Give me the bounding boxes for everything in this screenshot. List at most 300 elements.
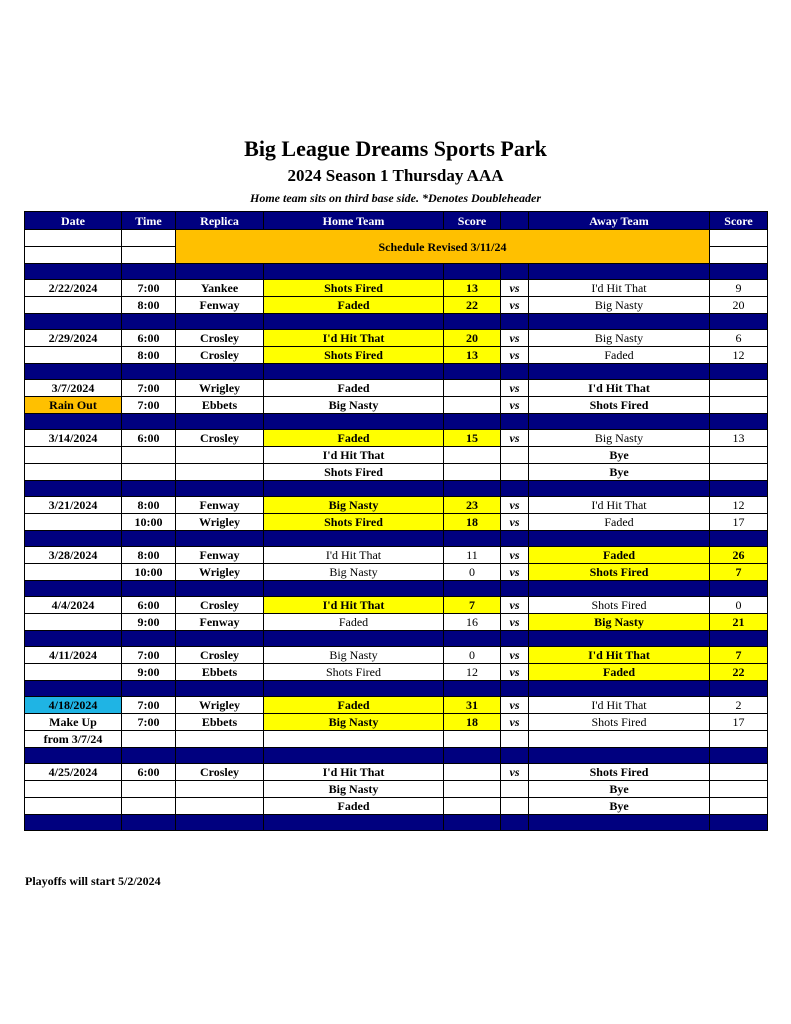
away-team-cell: I'd Hit That xyxy=(529,647,710,664)
home-team-cell: Big Nasty xyxy=(264,497,444,514)
separator-cell xyxy=(444,314,501,330)
replica-cell: Wrigley xyxy=(176,514,264,531)
time-cell: 7:00 xyxy=(122,714,176,731)
banner-spacer-score xyxy=(710,247,768,264)
separator-cell xyxy=(529,414,710,430)
game-row xyxy=(25,597,768,614)
home-team-cell: I'd Hit That xyxy=(264,447,444,464)
away-team-cell: I'd Hit That xyxy=(529,280,710,297)
vs-cell: vs xyxy=(501,280,529,297)
game-row xyxy=(25,731,768,748)
separator-cell xyxy=(25,631,122,647)
separator-cell xyxy=(176,748,264,764)
banner-row xyxy=(25,230,768,247)
away-team-cell: I'd Hit That xyxy=(529,380,710,397)
game-row xyxy=(25,347,768,364)
separator-row xyxy=(25,414,768,430)
home-team-cell: I'd Hit That xyxy=(264,764,444,781)
separator-cell xyxy=(501,364,529,380)
game-row xyxy=(25,464,768,481)
home-team-cell: Big Nasty xyxy=(264,647,444,664)
banner-spacer-score xyxy=(710,230,768,247)
time-cell: 6:00 xyxy=(122,597,176,614)
col-replica: Replica xyxy=(176,212,264,230)
away-score-cell: 22 xyxy=(710,664,768,681)
replica-cell xyxy=(176,464,264,481)
replica-cell: Wrigley xyxy=(176,380,264,397)
vs-cell: vs xyxy=(501,664,529,681)
replica-cell xyxy=(176,781,264,798)
vs-cell: vs xyxy=(501,547,529,564)
date-cell xyxy=(25,514,122,531)
game-row xyxy=(25,330,768,347)
game-row xyxy=(25,798,768,815)
home-score-cell: 31 xyxy=(444,697,501,714)
home-score-cell: 22 xyxy=(444,297,501,314)
replica-cell: Fenway xyxy=(176,497,264,514)
separator-cell xyxy=(710,364,768,380)
home-score-cell: 18 xyxy=(444,714,501,731)
replica-cell xyxy=(176,798,264,815)
vs-cell: vs xyxy=(501,597,529,614)
game-row xyxy=(25,714,768,731)
page-note: Home team sits on third base side. *Denotes Doubleheader xyxy=(250,191,541,205)
separator-cell xyxy=(264,681,444,697)
home-team-cell: Faded xyxy=(264,614,444,631)
game-row xyxy=(25,297,768,314)
home-score-cell: 0 xyxy=(444,647,501,664)
home-team-cell: Shots Fired xyxy=(264,347,444,364)
separator-row xyxy=(25,581,768,597)
time-cell xyxy=(122,447,176,464)
date-cell: 3/21/2024 xyxy=(25,497,122,514)
separator-cell xyxy=(501,748,529,764)
separator-cell xyxy=(444,581,501,597)
home-team-cell: Faded xyxy=(264,430,444,447)
home-team-cell: Shots Fired xyxy=(264,464,444,481)
home-team-cell: Big Nasty xyxy=(264,714,444,731)
away-team-cell: Big Nasty xyxy=(529,297,710,314)
home-team-cell: Shots Fired xyxy=(264,514,444,531)
separator-cell xyxy=(264,481,444,497)
home-team-cell: Big Nasty xyxy=(264,564,444,581)
replica-cell: Crosley xyxy=(176,430,264,447)
separator-cell xyxy=(710,414,768,430)
home-score-cell: 15 xyxy=(444,430,501,447)
replica-cell: Ebbets xyxy=(176,397,264,414)
home-score-cell xyxy=(444,781,501,798)
away-team-cell: Shots Fired xyxy=(529,714,710,731)
date-cell xyxy=(25,798,122,815)
separator-cell xyxy=(444,264,501,280)
time-cell: 7:00 xyxy=(122,380,176,397)
separator-cell xyxy=(176,481,264,497)
game-row xyxy=(25,614,768,631)
separator-cell xyxy=(176,264,264,280)
vs-cell: vs xyxy=(501,514,529,531)
date-cell xyxy=(25,347,122,364)
home-score-cell: 0 xyxy=(444,564,501,581)
vs-cell: vs xyxy=(501,297,529,314)
away-team-cell: Big Nasty xyxy=(529,330,710,347)
away-score-cell xyxy=(710,447,768,464)
separator-cell xyxy=(25,264,122,280)
date-cell: from 3/7/24 xyxy=(25,731,122,748)
time-cell xyxy=(122,731,176,748)
separator-cell xyxy=(444,481,501,497)
separator-cell xyxy=(529,481,710,497)
home-team-cell: Big Nasty xyxy=(264,781,444,798)
separator-cell xyxy=(25,681,122,697)
separator-cell xyxy=(176,531,264,547)
separator-cell xyxy=(501,581,529,597)
separator-cell xyxy=(176,815,264,831)
away-score-cell: 17 xyxy=(710,714,768,731)
time-cell: 8:00 xyxy=(122,347,176,364)
separator-row xyxy=(25,748,768,764)
game-row xyxy=(25,781,768,798)
separator-cell xyxy=(710,264,768,280)
separator-cell xyxy=(710,815,768,831)
home-team-cell: Faded xyxy=(264,297,444,314)
date-cell xyxy=(25,781,122,798)
home-team-cell: Faded xyxy=(264,798,444,815)
separator-cell xyxy=(122,414,176,430)
separator-cell xyxy=(710,631,768,647)
separator-cell xyxy=(529,581,710,597)
time-cell: 6:00 xyxy=(122,330,176,347)
home-score-cell: 12 xyxy=(444,664,501,681)
banner-spacer-date xyxy=(25,230,122,247)
away-score-cell: 9 xyxy=(710,280,768,297)
vs-cell: vs xyxy=(501,347,529,364)
away-score-cell: 7 xyxy=(710,564,768,581)
separator-cell xyxy=(710,314,768,330)
separator-cell xyxy=(501,631,529,647)
away-team-cell: Shots Fired xyxy=(529,397,710,414)
date-cell: 4/18/2024 xyxy=(25,697,122,714)
game-row xyxy=(25,430,768,447)
home-score-cell: 13 xyxy=(444,280,501,297)
separator-row xyxy=(25,531,768,547)
replica-cell: Yankee xyxy=(176,280,264,297)
home-team-cell: Shots Fired xyxy=(264,280,444,297)
replica-cell xyxy=(176,731,264,748)
separator-cell xyxy=(444,414,501,430)
separator-cell xyxy=(444,681,501,697)
date-cell xyxy=(25,664,122,681)
separator-cell xyxy=(122,264,176,280)
col-home-team: Home Team xyxy=(264,212,444,230)
vs-cell xyxy=(501,781,529,798)
vs-cell: vs xyxy=(501,564,529,581)
separator-cell xyxy=(264,264,444,280)
separator-cell xyxy=(444,631,501,647)
vs-cell: vs xyxy=(501,380,529,397)
date-cell: Make Up xyxy=(25,714,122,731)
separator-cell xyxy=(264,364,444,380)
replica-cell: Crosley xyxy=(176,764,264,781)
separator-cell xyxy=(444,531,501,547)
separator-cell xyxy=(176,631,264,647)
away-team-cell: Bye xyxy=(529,447,710,464)
date-cell: 2/29/2024 xyxy=(25,330,122,347)
game-row xyxy=(25,547,768,564)
away-team-cell: Bye xyxy=(529,781,710,798)
separator-cell xyxy=(122,481,176,497)
replica-cell: Fenway xyxy=(176,297,264,314)
game-row xyxy=(25,564,768,581)
vs-cell: vs xyxy=(501,397,529,414)
separator-cell xyxy=(122,364,176,380)
separator-cell xyxy=(444,815,501,831)
separator-cell xyxy=(264,531,444,547)
home-score-cell: 13 xyxy=(444,347,501,364)
vs-cell: vs xyxy=(501,614,529,631)
separator-row xyxy=(25,631,768,647)
home-team-cell: I'd Hit That xyxy=(264,547,444,564)
date-cell: 3/28/2024 xyxy=(25,547,122,564)
away-team-cell: Faded xyxy=(529,347,710,364)
home-team-cell: I'd Hit That xyxy=(264,597,444,614)
game-row xyxy=(25,664,768,681)
home-team-cell: Faded xyxy=(264,697,444,714)
date-cell: 3/7/2024 xyxy=(25,380,122,397)
time-cell: 7:00 xyxy=(122,647,176,664)
separator-cell xyxy=(710,681,768,697)
game-row xyxy=(25,380,768,397)
away-team-cell: Big Nasty xyxy=(529,430,710,447)
separator-cell xyxy=(122,748,176,764)
home-team-cell: Faded xyxy=(264,380,444,397)
separator-cell xyxy=(710,481,768,497)
separator-cell xyxy=(501,264,529,280)
time-cell: 9:00 xyxy=(122,664,176,681)
page-title: Big League Dreams Sports Park xyxy=(244,136,547,161)
home-score-cell xyxy=(444,464,501,481)
time-cell xyxy=(122,464,176,481)
separator-cell xyxy=(122,531,176,547)
away-team-cell: Shots Fired xyxy=(529,597,710,614)
date-cell: 4/11/2024 xyxy=(25,647,122,664)
away-team-cell: Shots Fired xyxy=(529,764,710,781)
vs-cell: vs xyxy=(501,714,529,731)
vs-cell xyxy=(501,731,529,748)
game-row xyxy=(25,497,768,514)
separator-cell xyxy=(529,681,710,697)
vs-cell: vs xyxy=(501,497,529,514)
banner-spacer-date xyxy=(25,247,122,264)
separator-cell xyxy=(710,531,768,547)
date-cell: 4/4/2024 xyxy=(25,597,122,614)
time-cell: 8:00 xyxy=(122,497,176,514)
replica-cell: Ebbets xyxy=(176,714,264,731)
separator-cell xyxy=(529,314,710,330)
away-team-cell: Big Nasty xyxy=(529,614,710,631)
separator-row xyxy=(25,364,768,380)
away-team-cell: I'd Hit That xyxy=(529,697,710,714)
separator-cell xyxy=(176,414,264,430)
away-score-cell: 0 xyxy=(710,597,768,614)
schedule-revised-banner: Schedule Revised 3/11/24 xyxy=(176,230,710,264)
separator-cell xyxy=(25,481,122,497)
vs-cell: vs xyxy=(501,697,529,714)
away-score-cell: 7 xyxy=(710,647,768,664)
home-team-cell: Shots Fired xyxy=(264,664,444,681)
separator-cell xyxy=(501,681,529,697)
away-team-cell xyxy=(529,731,710,748)
away-team-cell: Faded xyxy=(529,664,710,681)
game-row xyxy=(25,397,768,414)
date-cell xyxy=(25,564,122,581)
replica-cell: Crosley xyxy=(176,347,264,364)
separator-cell xyxy=(122,815,176,831)
separator-cell xyxy=(176,314,264,330)
away-score-cell xyxy=(710,764,768,781)
replica-cell: Crosley xyxy=(176,597,264,614)
separator-cell xyxy=(444,364,501,380)
replica-cell: Fenway xyxy=(176,614,264,631)
separator-cell xyxy=(264,581,444,597)
home-score-cell: 20 xyxy=(444,330,501,347)
game-row xyxy=(25,697,768,714)
vs-cell xyxy=(501,464,529,481)
away-score-cell: 13 xyxy=(710,430,768,447)
home-team-cell: Big Nasty xyxy=(264,397,444,414)
time-cell: 8:00 xyxy=(122,297,176,314)
away-score-cell xyxy=(710,464,768,481)
date-cell xyxy=(25,447,122,464)
home-score-cell xyxy=(444,397,501,414)
home-team-cell: I'd Hit That xyxy=(264,330,444,347)
separator-cell xyxy=(501,414,529,430)
time-cell xyxy=(122,798,176,815)
separator-cell xyxy=(122,681,176,697)
separator-cell xyxy=(529,364,710,380)
home-score-cell: 16 xyxy=(444,614,501,631)
col-away-team: Away Team xyxy=(529,212,710,230)
time-cell: 10:00 xyxy=(122,514,176,531)
separator-cell xyxy=(25,414,122,430)
separator-cell xyxy=(529,531,710,547)
separator-cell xyxy=(25,815,122,831)
time-cell: 7:00 xyxy=(122,397,176,414)
header-row xyxy=(25,212,768,230)
replica-cell: Wrigley xyxy=(176,564,264,581)
separator-cell xyxy=(501,531,529,547)
separator-cell xyxy=(444,748,501,764)
separator-cell xyxy=(25,364,122,380)
time-cell: 10:00 xyxy=(122,564,176,581)
separator-row xyxy=(25,481,768,497)
away-team-cell: Faded xyxy=(529,547,710,564)
page-subtitle: 2024 Season 1 Thursday AAA xyxy=(287,166,504,185)
home-score-cell xyxy=(444,731,501,748)
date-cell xyxy=(25,297,122,314)
away-team-cell: Faded xyxy=(529,514,710,531)
away-score-cell: 12 xyxy=(710,347,768,364)
vs-cell: vs xyxy=(501,764,529,781)
away-score-cell: 17 xyxy=(710,514,768,531)
playoffs-note: Playoffs will start 5/2/2024 xyxy=(25,874,161,888)
separator-cell xyxy=(264,314,444,330)
away-team-cell: I'd Hit That xyxy=(529,497,710,514)
separator-cell xyxy=(501,815,529,831)
separator-row xyxy=(25,681,768,697)
col-vs xyxy=(501,212,529,230)
separator-cell xyxy=(122,631,176,647)
home-score-cell: 7 xyxy=(444,597,501,614)
separator-cell xyxy=(501,481,529,497)
col-date: Date xyxy=(25,212,122,230)
game-row xyxy=(25,764,768,781)
separator-cell xyxy=(501,314,529,330)
home-score-cell: 23 xyxy=(444,497,501,514)
game-row xyxy=(25,447,768,464)
separator-cell xyxy=(122,581,176,597)
home-score-cell: 11 xyxy=(444,547,501,564)
separator-cell xyxy=(122,314,176,330)
separator-cell xyxy=(176,681,264,697)
replica-cell xyxy=(176,447,264,464)
separator-cell xyxy=(264,414,444,430)
date-cell: 4/25/2024 xyxy=(25,764,122,781)
col-time: Time xyxy=(122,212,176,230)
replica-cell: Ebbets xyxy=(176,664,264,681)
replica-cell: Crosley xyxy=(176,330,264,347)
away-team-cell: Shots Fired xyxy=(529,564,710,581)
away-score-cell xyxy=(710,781,768,798)
time-cell: 8:00 xyxy=(122,547,176,564)
separator-cell xyxy=(710,581,768,597)
away-score-cell: 2 xyxy=(710,697,768,714)
vs-cell: vs xyxy=(501,330,529,347)
away-score-cell xyxy=(710,731,768,748)
home-score-cell xyxy=(444,764,501,781)
separator-cell xyxy=(25,748,122,764)
home-score-cell xyxy=(444,380,501,397)
date-cell: 2/22/2024 xyxy=(25,280,122,297)
separator-cell xyxy=(176,364,264,380)
home-score-cell xyxy=(444,798,501,815)
away-score-cell: 21 xyxy=(710,614,768,631)
date-cell xyxy=(25,464,122,481)
banner-spacer-time xyxy=(122,230,176,247)
game-row xyxy=(25,280,768,297)
banner-spacer-time xyxy=(122,247,176,264)
separator-row xyxy=(25,815,768,831)
vs-cell: vs xyxy=(501,430,529,447)
col-away-score: Score xyxy=(710,212,768,230)
time-cell: 7:00 xyxy=(122,280,176,297)
away-score-cell: 20 xyxy=(710,297,768,314)
replica-cell: Crosley xyxy=(176,647,264,664)
replica-cell: Fenway xyxy=(176,547,264,564)
time-cell xyxy=(122,781,176,798)
date-cell: Rain Out xyxy=(25,397,122,414)
away-score-cell: 6 xyxy=(710,330,768,347)
date-cell xyxy=(25,614,122,631)
away-score-cell xyxy=(710,397,768,414)
separator-cell xyxy=(529,815,710,831)
separator-row xyxy=(25,264,768,280)
home-team-cell xyxy=(264,731,444,748)
away-score-cell: 26 xyxy=(710,547,768,564)
time-cell: 9:00 xyxy=(122,614,176,631)
separator-cell xyxy=(529,631,710,647)
separator-cell xyxy=(25,581,122,597)
separator-cell xyxy=(25,531,122,547)
